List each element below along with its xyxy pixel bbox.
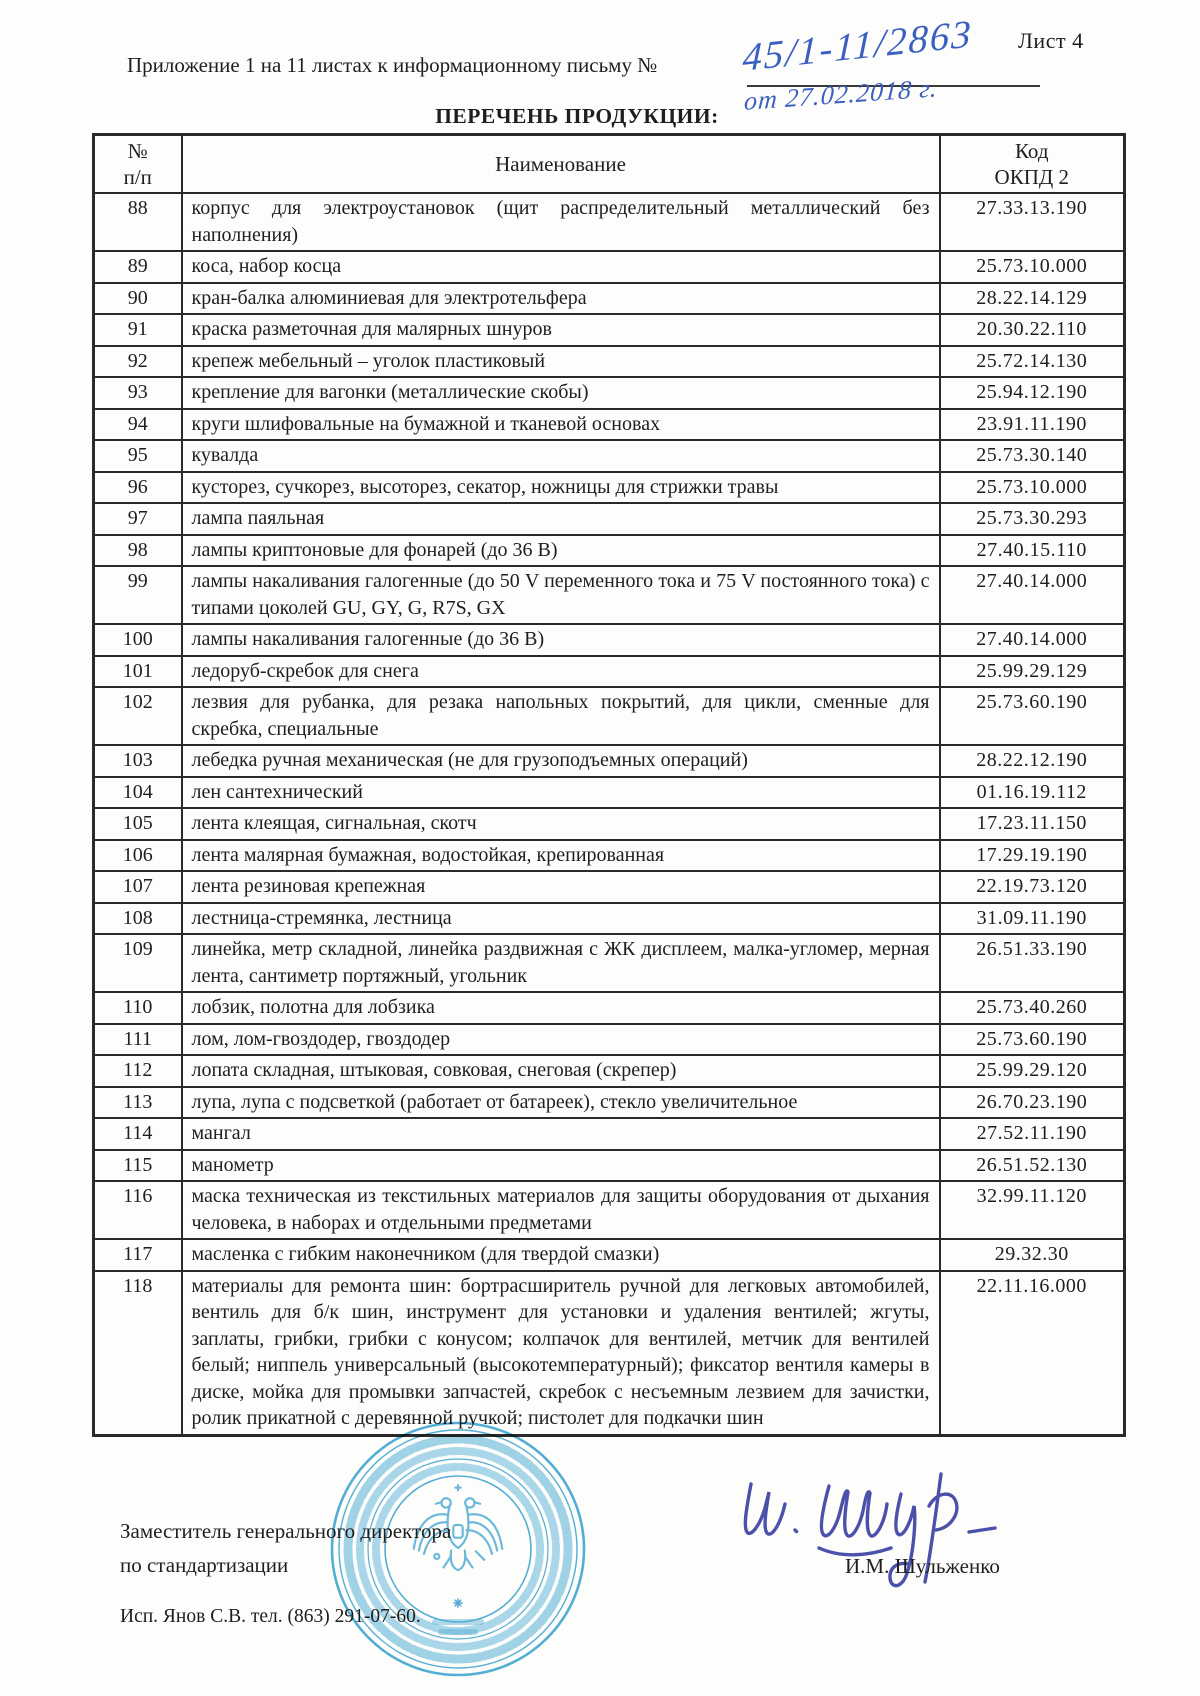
signer-title-line1: Заместитель генерального директора (120, 1519, 452, 1543)
executor-contact: Исп. Янов С.В. тел. (863) 291-07-60. (120, 1606, 421, 1627)
row-number: 96 (94, 472, 182, 504)
col-header-name: Наименование (182, 135, 940, 194)
row-okpd-code: 27.52.11.190 (940, 1118, 1125, 1150)
row-name: корпус для электроустановок (щит распределительный металлический без наполнения) (182, 193, 940, 251)
row-name: кусторез, сучкорез, высоторез, секатор, ножницы для стрижки травы (182, 472, 940, 504)
row-number: 93 (94, 377, 182, 409)
row-name: масленка с гибким наконечником (для твердой смазки) (182, 1239, 940, 1271)
table-row (94, 808, 1125, 840)
row-okpd-code: 26.70.23.190 (940, 1087, 1125, 1119)
row-name: ледоруб-скребок для снега (182, 656, 940, 688)
row-okpd-code: 25.73.10.000 (940, 251, 1125, 283)
signature-handwriting (733, 1442, 1063, 1612)
row-okpd-code: 25.73.60.190 (940, 1024, 1125, 1056)
col-header-num-line1: № (127, 139, 148, 163)
table-row (94, 193, 1125, 251)
row-name: лом, лом-гвоздодер, гвоздодер (182, 1024, 940, 1056)
handwritten-date: от 27.02.2018 г. (743, 73, 939, 116)
table-row (94, 840, 1125, 872)
table-row (94, 992, 1125, 1024)
row-okpd-code: 28.22.12.190 (940, 745, 1125, 777)
row-okpd-code: 25.99.29.129 (940, 656, 1125, 688)
handwritten-letter-number: 45/1-11/2863 (741, 12, 974, 80)
row-number: 106 (94, 840, 182, 872)
row-name: маска техническая из текстильных материалов для защиты оборудования от дыхания человека, в наборах и отдельными предметами (182, 1181, 940, 1239)
row-number: 98 (94, 535, 182, 567)
table-row (94, 283, 1125, 315)
products-table (92, 133, 1126, 1437)
table-row (94, 535, 1125, 567)
table-row (94, 251, 1125, 283)
row-number: 91 (94, 314, 182, 346)
col-header-code-line1: Код (1014, 139, 1049, 163)
table-row (94, 1181, 1125, 1239)
row-okpd-code: 26.51.33.190 (940, 934, 1125, 992)
signer-title-line2: по стандартизации (120, 1553, 289, 1577)
table-row (94, 346, 1125, 378)
row-number: 113 (94, 1087, 182, 1119)
row-number: 112 (94, 1055, 182, 1087)
row-name: лампы накаливания галогенные (до 50 V переменного тока и 75 V постоянного тока) с типами цоколей GU, GY, G, R7S, GX (182, 566, 940, 624)
row-okpd-code: 01.16.19.112 (940, 777, 1125, 809)
col-header-code-line2: ОКПД 2 (994, 165, 1069, 189)
table-row (94, 745, 1125, 777)
row-okpd-code: 23.91.11.190 (940, 409, 1125, 441)
sheet-number-label: Лист 4 (1018, 28, 1084, 53)
row-name: кран-балка алюминиевая для электротельфера (182, 283, 940, 315)
row-okpd-code: 25.73.60.190 (940, 687, 1125, 745)
row-name: лен сантехнический (182, 777, 940, 809)
table-row (94, 472, 1125, 504)
row-number: 109 (94, 934, 182, 992)
row-name: лопата складная, штыковая, совковая, снеговая (скрепер) (182, 1055, 940, 1087)
table-row (94, 1271, 1125, 1436)
row-okpd-code: 27.40.14.000 (940, 624, 1125, 656)
row-okpd-code: 25.73.30.293 (940, 503, 1125, 535)
table-row (94, 314, 1125, 346)
row-name: лампы криптоновые для фонарей (до 36 В) (182, 535, 940, 567)
col-header-num-line2: п/п (123, 165, 152, 189)
table-row (94, 656, 1125, 688)
row-name: лестница-стремянка, лестница (182, 903, 940, 935)
row-okpd-code: 25.99.29.120 (940, 1055, 1125, 1087)
row-okpd-code: 22.19.73.120 (940, 871, 1125, 903)
row-okpd-code: 31.09.11.190 (940, 903, 1125, 935)
table-row (94, 1055, 1125, 1087)
row-number: 105 (94, 808, 182, 840)
row-name: лампы накаливания галогенные (до 36 В) (182, 624, 940, 656)
row-number: 95 (94, 440, 182, 472)
row-name: лупа, лупа с подсветкой (работает от батареек), стекло увеличительное (182, 1087, 940, 1119)
row-name: лента клеящая, сигнальная, скотч (182, 808, 940, 840)
row-okpd-code: 27.40.15.110 (940, 535, 1125, 567)
appendix-line: Приложение 1 на 11 листах к информационному письму № (127, 53, 658, 77)
row-number: 115 (94, 1150, 182, 1182)
row-okpd-code: 25.73.40.260 (940, 992, 1125, 1024)
row-okpd-code: 17.23.11.150 (940, 808, 1125, 840)
row-okpd-code: 22.11.16.000 (940, 1271, 1125, 1436)
table-row (94, 503, 1125, 535)
row-okpd-code: 17.29.19.190 (940, 840, 1125, 872)
row-name: лампа паяльная (182, 503, 940, 535)
row-name: кувалда (182, 440, 940, 472)
row-number: 89 (94, 251, 182, 283)
row-name: лебедка ручная механическая (не для грузоподъемных операций) (182, 745, 940, 777)
row-name: коса, набор косца (182, 251, 940, 283)
row-name: лобзик, полотна для лобзика (182, 992, 940, 1024)
table-row (94, 1239, 1125, 1271)
table-row (94, 903, 1125, 935)
row-name: лента резиновая крепежная (182, 871, 940, 903)
table-row (94, 1024, 1125, 1056)
row-name: краска разметочная для малярных шнуров (182, 314, 940, 346)
row-name: круги шлифовальные на бумажной и тканевой основах (182, 409, 940, 441)
row-name: материалы для ремонта шин: бортрасширитель ручной для легковых автомобилей, вентиль для б/к шин, инструмент для установки и удаления вентилей; жгуты, заплаты, грибки, грибки с конусом; колпачок для вентилей, метчик для вентилей белый; ниппель универсальный (высокотемпературный); фиксатор вентиля камеры в диске, мойка для промывки запчастей, скребок с несъемным лезвием для зачистки, ролик прикатной с деревянной ручкой; пистолет для подкачки шин (182, 1271, 940, 1436)
table-row (94, 871, 1125, 903)
table-header-row (94, 135, 1125, 194)
row-number: 101 (94, 656, 182, 688)
table-row (94, 566, 1125, 624)
row-number: 88 (94, 193, 182, 251)
row-number: 99 (94, 566, 182, 624)
row-name: крепление для вагонки (металлические скобы) (182, 377, 940, 409)
row-number: 90 (94, 283, 182, 315)
row-name: мангал (182, 1118, 940, 1150)
row-number: 111 (94, 1024, 182, 1056)
row-number: 103 (94, 745, 182, 777)
table-row (94, 777, 1125, 809)
table-row (94, 687, 1125, 745)
row-number: 100 (94, 624, 182, 656)
table-row (94, 1087, 1125, 1119)
row-number: 107 (94, 871, 182, 903)
row-name: лезвия для рубанка, для резака напольных покрытий, для цикли, сменные для скребка, специальные (182, 687, 940, 745)
row-number: 104 (94, 777, 182, 809)
row-okpd-code: 25.73.10.000 (940, 472, 1125, 504)
row-number: 102 (94, 687, 182, 745)
row-number: 114 (94, 1118, 182, 1150)
document-title: ПЕРЕЧЕНЬ ПРОДУКЦИИ: (435, 104, 719, 128)
row-number: 108 (94, 903, 182, 935)
row-okpd-code: 25.72.14.130 (940, 346, 1125, 378)
row-number: 97 (94, 503, 182, 535)
row-number: 116 (94, 1181, 182, 1239)
row-number: 92 (94, 346, 182, 378)
col-header-num (94, 135, 182, 194)
table-row (94, 624, 1125, 656)
table-row (94, 934, 1125, 992)
row-okpd-code: 32.99.11.120 (940, 1181, 1125, 1239)
row-okpd-code: 27.40.14.000 (940, 566, 1125, 624)
row-name: манометр (182, 1150, 940, 1182)
row-name: линейка, метр складной, линейка раздвижная с ЖК дисплеем, малка-угломер, мерная лента, сантиметр портяжный, угольник (182, 934, 940, 992)
table-row (94, 377, 1125, 409)
row-okpd-code: 25.94.12.190 (940, 377, 1125, 409)
row-okpd-code: 26.51.52.130 (940, 1150, 1125, 1182)
row-name: лента малярная бумажная, водостойкая, крепированная (182, 840, 940, 872)
row-number: 94 (94, 409, 182, 441)
signer-title (120, 1514, 451, 1582)
row-number: 110 (94, 992, 182, 1024)
row-okpd-code: 29.32.30 (940, 1239, 1125, 1271)
table-row (94, 409, 1125, 441)
col-header-code (940, 135, 1125, 194)
row-number: 117 (94, 1239, 182, 1271)
row-name: крепеж мебельный – уголок пластиковый (182, 346, 940, 378)
row-okpd-code: 28.22.14.129 (940, 283, 1125, 315)
row-number: 118 (94, 1271, 182, 1436)
row-okpd-code: 25.73.30.140 (940, 440, 1125, 472)
signer-name: И.М. Шульженко (845, 1554, 1000, 1578)
table-row (94, 1150, 1125, 1182)
row-okpd-code: 20.30.22.110 (940, 314, 1125, 346)
row-okpd-code: 27.33.13.190 (940, 193, 1125, 251)
table-row (94, 1118, 1125, 1150)
table-row (94, 440, 1125, 472)
